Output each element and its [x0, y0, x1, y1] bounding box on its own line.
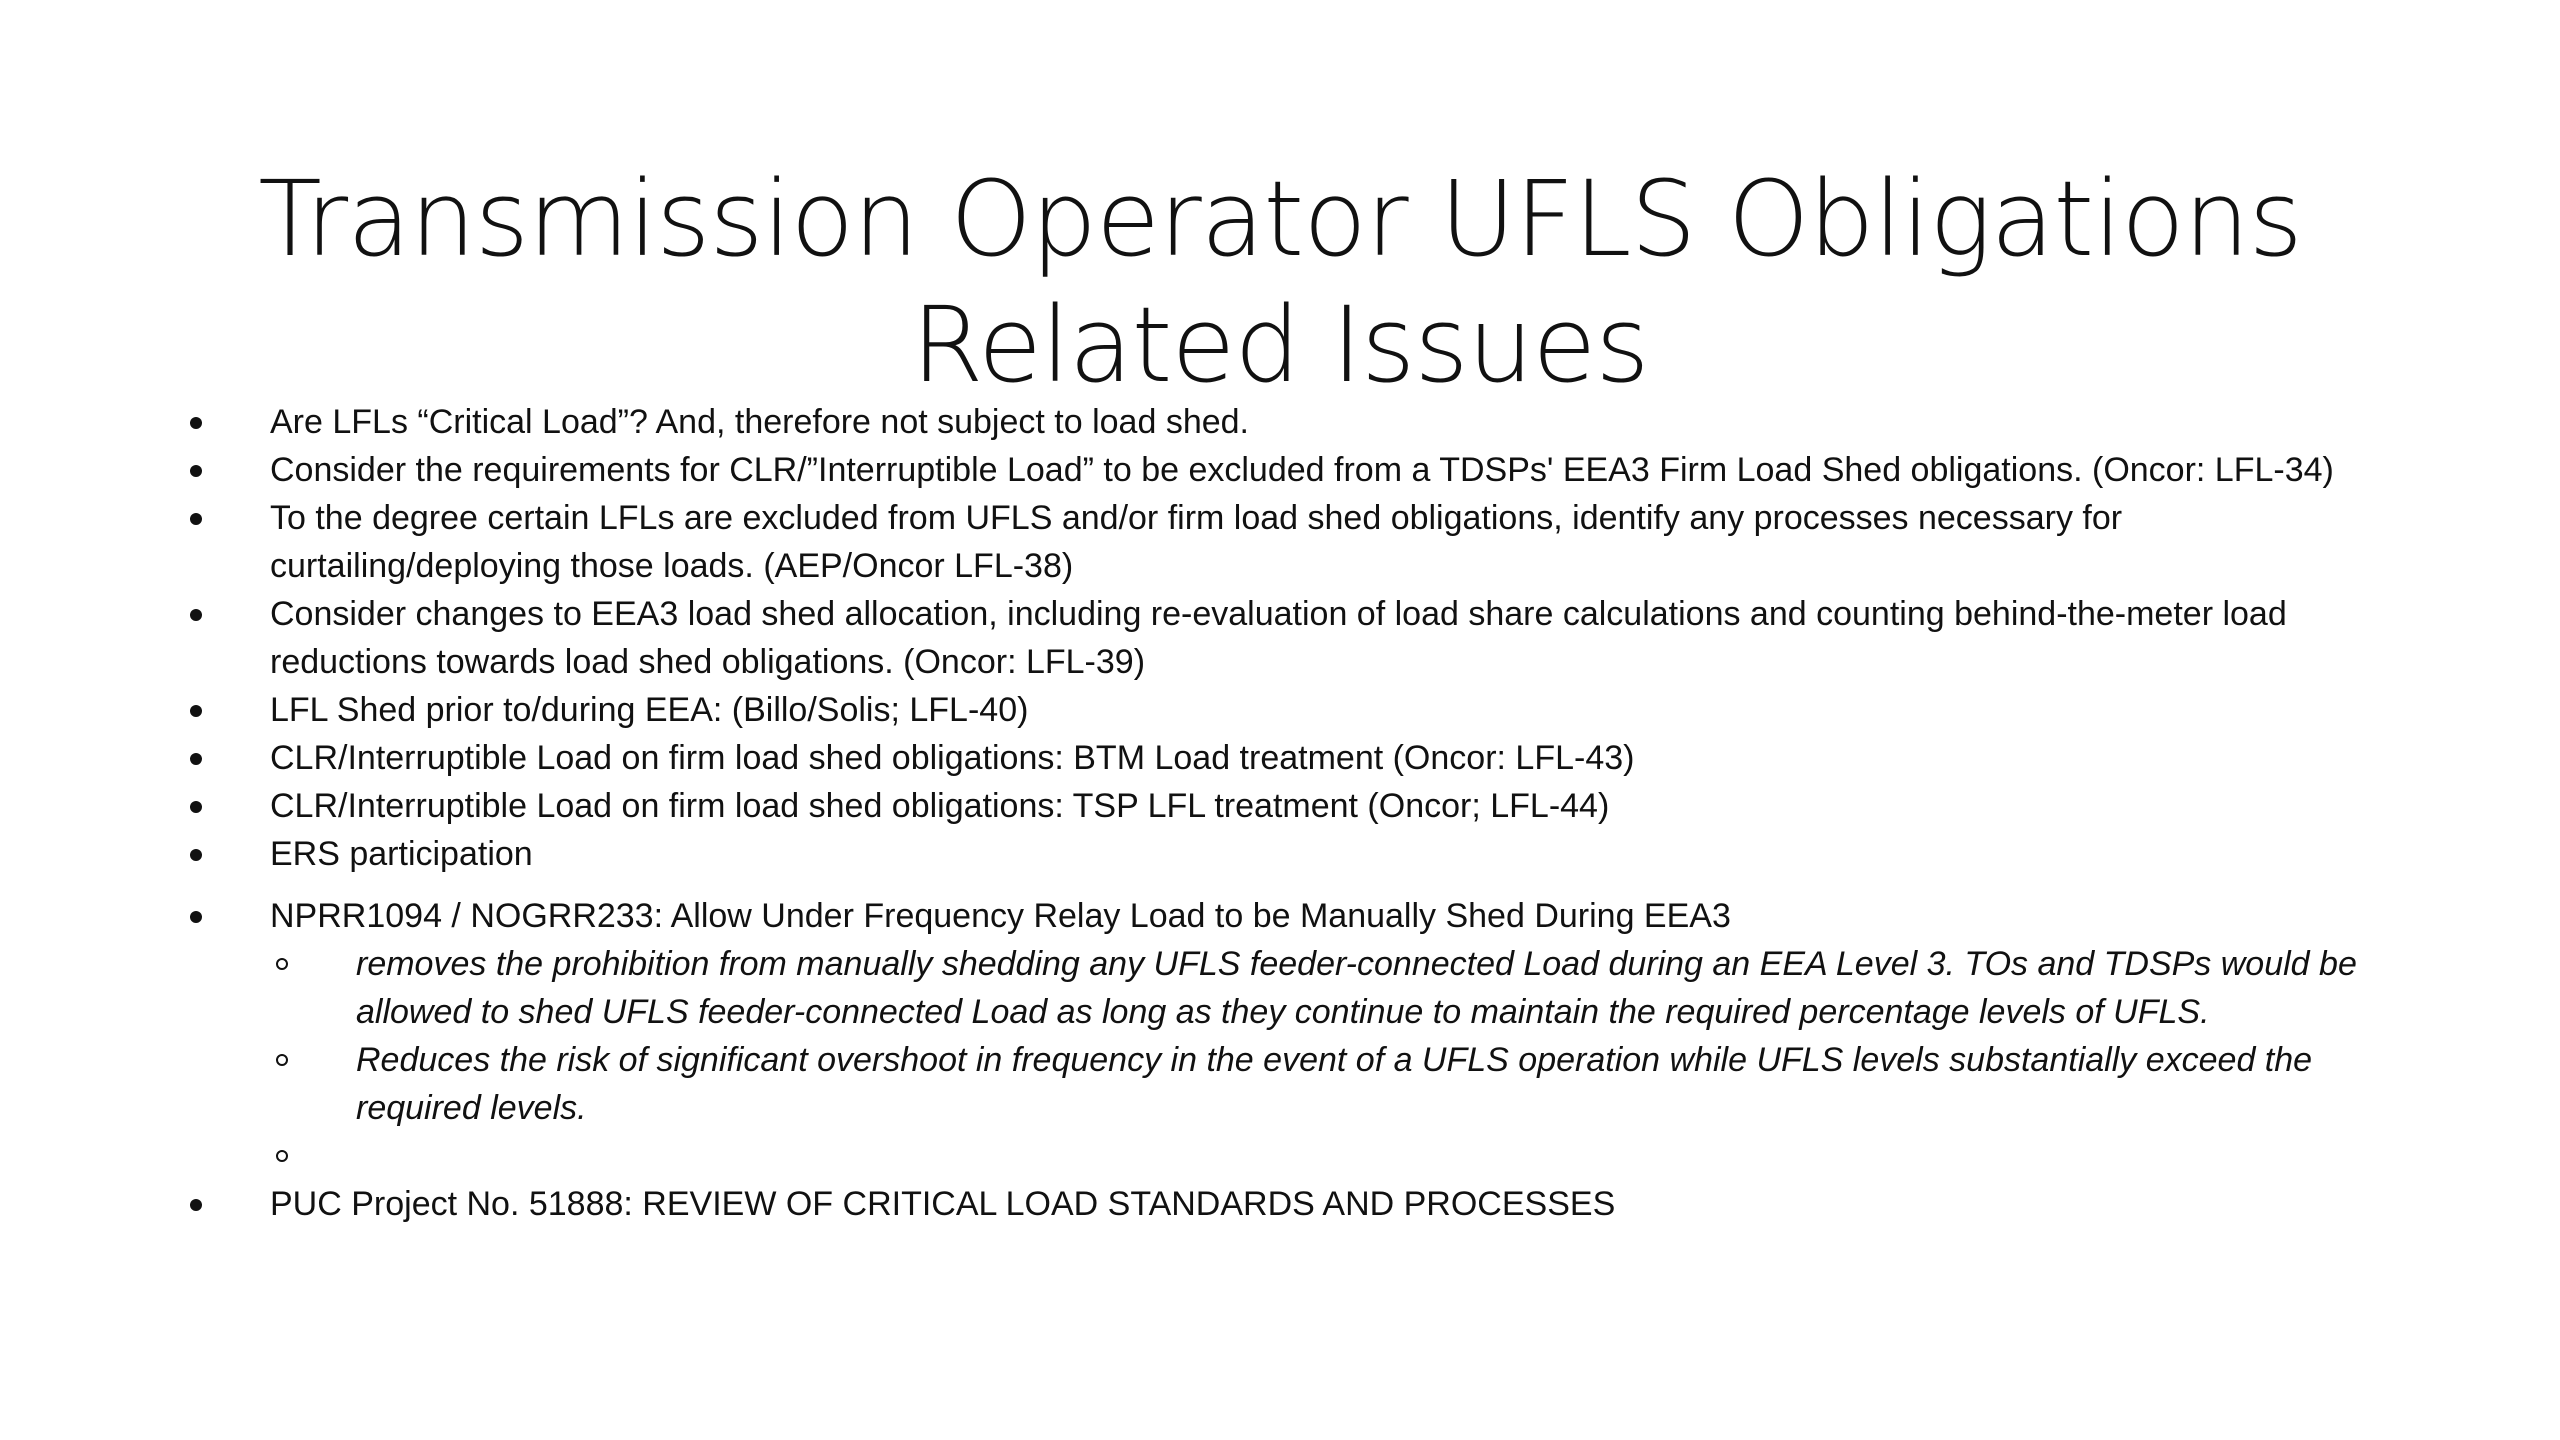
- bullet-text: Consider changes to EEA3 load shed allocation, including re-evaluation of load share calculations and counting behind-the-meter load reductions towards load shed obligations. (Oncor: LFL-39): [270, 595, 2287, 681]
- bullet-dot-icon: [190, 513, 202, 525]
- bullet-item: [190, 398, 2410, 446]
- bullet-item: [190, 734, 2410, 782]
- bullet-text: CLR/Interruptible Load on firm load shed obligations: BTM Load treatment (Oncor: LFL-43): [270, 739, 1635, 777]
- bullet-dot-icon: [190, 753, 202, 765]
- bullet-dot-icon: [190, 801, 202, 813]
- bullet-dot-icon: [190, 609, 202, 621]
- bullet-text: To the degree certain LFLs are excluded from UFLS and/or firm load shed obligations, identify any processes necessary for curtailing/deploying those loads. (AEP/Oncor LFL-38): [270, 499, 2123, 585]
- sub-bullet-item: [270, 1132, 2410, 1180]
- bullet-item: [190, 494, 2410, 590]
- title-line-2: Related Issues: [911, 283, 1649, 406]
- sub-bullet-text: Reduces the risk of significant overshoot in frequency in the event of a UFLS operation while UFLS levels substantially exceed the required levels.: [356, 1041, 2313, 1127]
- bullet-item: [190, 892, 2410, 1180]
- bullet-dot-icon: [190, 417, 202, 429]
- bullet-dot-icon: [190, 911, 202, 923]
- bullet-dot-icon: [190, 465, 202, 477]
- bullet-item: [190, 590, 2410, 686]
- bullet-text: Are LFLs “Critical Load”? And, therefore not subject to load shed.: [270, 403, 1249, 441]
- title-line-1: Transmission Operator UFLS Obligations: [258, 157, 2302, 280]
- bullet-dot-icon: [190, 705, 202, 717]
- bullet-item: [190, 830, 2410, 878]
- hollow-circle-bullet-icon: [276, 1054, 288, 1066]
- sub-bullet-item: [270, 1036, 2410, 1132]
- bullet-dot-icon: [190, 849, 202, 861]
- bullet-item: [190, 1180, 2410, 1228]
- bullet-item: [190, 446, 2410, 494]
- bullet-dot-icon: [190, 1199, 202, 1211]
- bullet-text: CLR/Interruptible Load on firm load shed obligations: TSP LFL treatment (Oncor; LFL-44): [270, 787, 1610, 825]
- hollow-circle-bullet-icon: [276, 958, 288, 970]
- sub-bullet-list: [270, 940, 2410, 1180]
- bullet-text: Consider the requirements for CLR/”Interruptible Load” to be excluded from a TDSPs' EEA3 Firm Load Shed obligations. (Oncor: LFL-34): [270, 451, 2334, 489]
- sub-bullet-text: removes the prohibition from manually shedding any UFLS feeder-connected Load during an EEA Level 3. TOs and TDSPs would be allowed to shed UFLS feeder-connected Load as long as they continue to maintain the required percentage levels of UFLS.: [356, 945, 2357, 1031]
- bullet-text: LFL Shed prior to/during EEA: (Billo/Solis; LFL-40): [270, 691, 1029, 729]
- bullet-item: [190, 686, 2410, 734]
- bullet-text: PUC Project No. 51888: REVIEW OF CRITICAL LOAD STANDARDS AND PROCESSES: [270, 1185, 1616, 1223]
- bullet-list: [190, 398, 2410, 1228]
- bullet-item: [190, 782, 2410, 830]
- hollow-circle-bullet-icon: [276, 1150, 288, 1162]
- slide-title: [0, 156, 2560, 408]
- sub-bullet-item: [270, 940, 2410, 1036]
- bullet-text: NPRR1094 / NOGRR233: Allow Under Frequency Relay Load to be Manually Shed During EEA3: [270, 897, 1731, 935]
- bullet-text: ERS participation: [270, 835, 533, 873]
